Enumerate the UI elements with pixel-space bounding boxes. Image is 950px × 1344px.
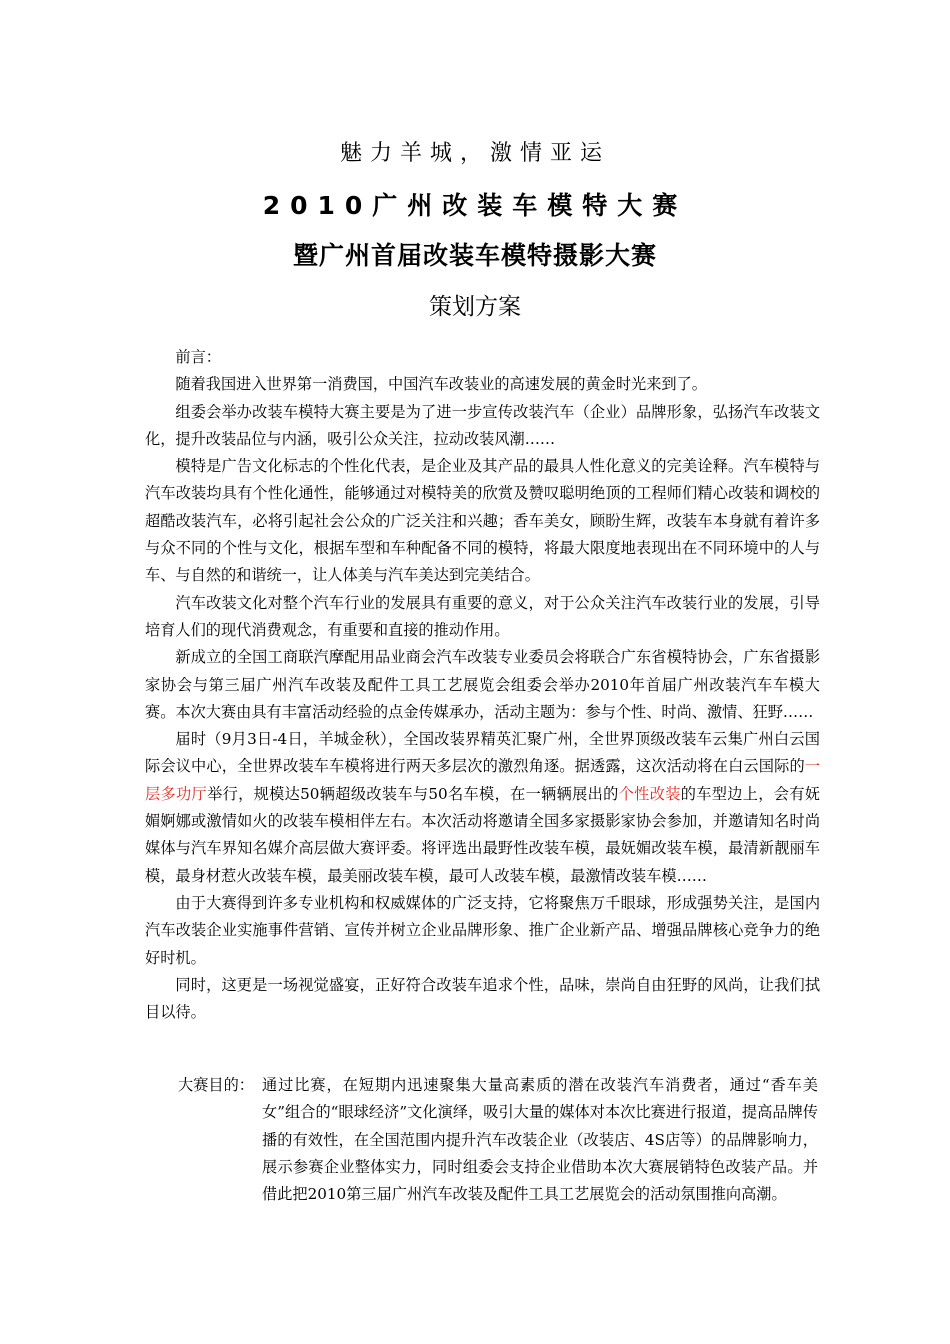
- highlight-venue: 一层多功厅: [145, 757, 820, 803]
- preface-paragraph-8: 同时，这更是一场视觉盛宴，正好符合改装车追求个性，品味，崇尚自由狂野的风尚，让我们拭目以待。: [145, 975, 820, 1022]
- preface-paragraph-1: 随着我国进入世界第一消费国，中国汽车改装业的高速发展的黄金时光来到了。: [175, 375, 707, 394]
- highlight-custom: 个性改装: [618, 784, 681, 803]
- preface-section: [145, 344, 820, 1026]
- purpose-label: 大赛目的：: [178, 1076, 254, 1094]
- paragraph-6-part-a: 届时（9月3日-4日，羊城金秋），全国改装界精英汇聚广州，全世界顶级改装车云集广州白云国际会议中心，全世界改装车车模将进行两天多层次的激烈角逐。据透露，这次活动将在白云国际的: [145, 730, 820, 776]
- preface-paragraph-7: 由于大赛得到许多专业机构和权威媒体的广泛支持，它将聚焦万千眼球，形成强势关注，是国内汽车改装企业实施事件营销、宣传并树立企业品牌形象、推广企业新产品、增强品牌核心竞争力的绝好时机。: [145, 893, 820, 967]
- paragraph-6-part-c: 的车型边上，会有妩媚婀娜或激情如火的改装车模相伴左右。本次活动将邀请全国多家摄影家协会参加，并邀请知名时尚媒体与汽车界知名媒介高层做大赛评委。将评选出最野性改装车模，最妩媚改装车模，最清新靓丽车模，最身材惹火改装车模，最美丽改装车模，最可人改装车模，最激情改装车模……: [145, 784, 821, 885]
- paragraph-6-part-b: 举行，规模达50辆超级改装车与50名车模，在一辆辆展出的: [207, 784, 619, 803]
- main-title: 2010广州改装车模特大赛: [262, 191, 688, 220]
- purpose-text: 通过比赛，在短期内迅速聚集大量高素质的潜在改装汽车消费者，通过“香车美女”组合的“眼球经济”文化演绎，吸引大量的媒体对本次比赛进行报道，提高品牌传播的有效性，在全国范围内提升汽车改装企业（改装店、4S店等）的品牌影响力，展示参赛企业整体实力，同时组委会支持企业借助本次大赛展销特色改装产品。并借此把2010第三届广州汽车改装及配件工具工艺展览会的活动氛围推向高潮。: [262, 1076, 818, 1204]
- sub-title: 暨广州首届改装车模特摄影大赛: [292, 241, 657, 270]
- preface-paragraph-2: 组委会举办改装车模特大赛主要是为了进一步宣传改装汽车（企业）品牌形象，弘扬汽车改装文化，提升改装品位与内涵，吸引公众关注，拉动改装风潮……: [145, 402, 820, 448]
- preface-heading: 前言：: [175, 348, 221, 366]
- slogan-title: 魅力羊城，激情亚运: [339, 141, 610, 166]
- preface-paragraph-6: [145, 726, 820, 890]
- preface-paragraph-4: 汽车改装文化对整个汽车行业的发展具有重要的意义，对于公众关注汽车改装行业的发展，引导培育人们的现代消费观念，有重要和直接的推动作用。: [145, 593, 820, 639]
- preface-paragraph-5: 新成立的全国工商联汽摩配用品业商会汽车改装专业委员会将联合广东省模特协会，广东省摄影家协会与第三届广州汽车改装及配件工具工艺展览会组委会举办2010年首届广州改装汽车车模大赛。本次大赛由具有丰富活动经验的点金传媒承办，活动主题为：参与个性、时尚、激情、狂野……: [145, 648, 820, 721]
- purpose-section: [178, 1072, 818, 1208]
- plan-title: 策划方案: [429, 294, 521, 320]
- preface-paragraph-3: 模特是广告文化标志的个性化代表，是企业及其产品的最具人性化意义的完美诠释。汽车模特与汽车改装均具有个性化通性，能够通过对模特美的欣赏及赞叹聪明绝顶的工程师们精心改装和调校的超酷改装汽车，必将引起社会公众的广泛关注和兴趣；香车美女，顾盼生辉，改装车本身就有着许多与众不同的个性与文化，根据车型和车种配备不同的模特，将最大限度地表现出在不同环境中的人与车、与自然的和谐统一，让人体美与汽车美达到完美结合。: [145, 457, 820, 585]
